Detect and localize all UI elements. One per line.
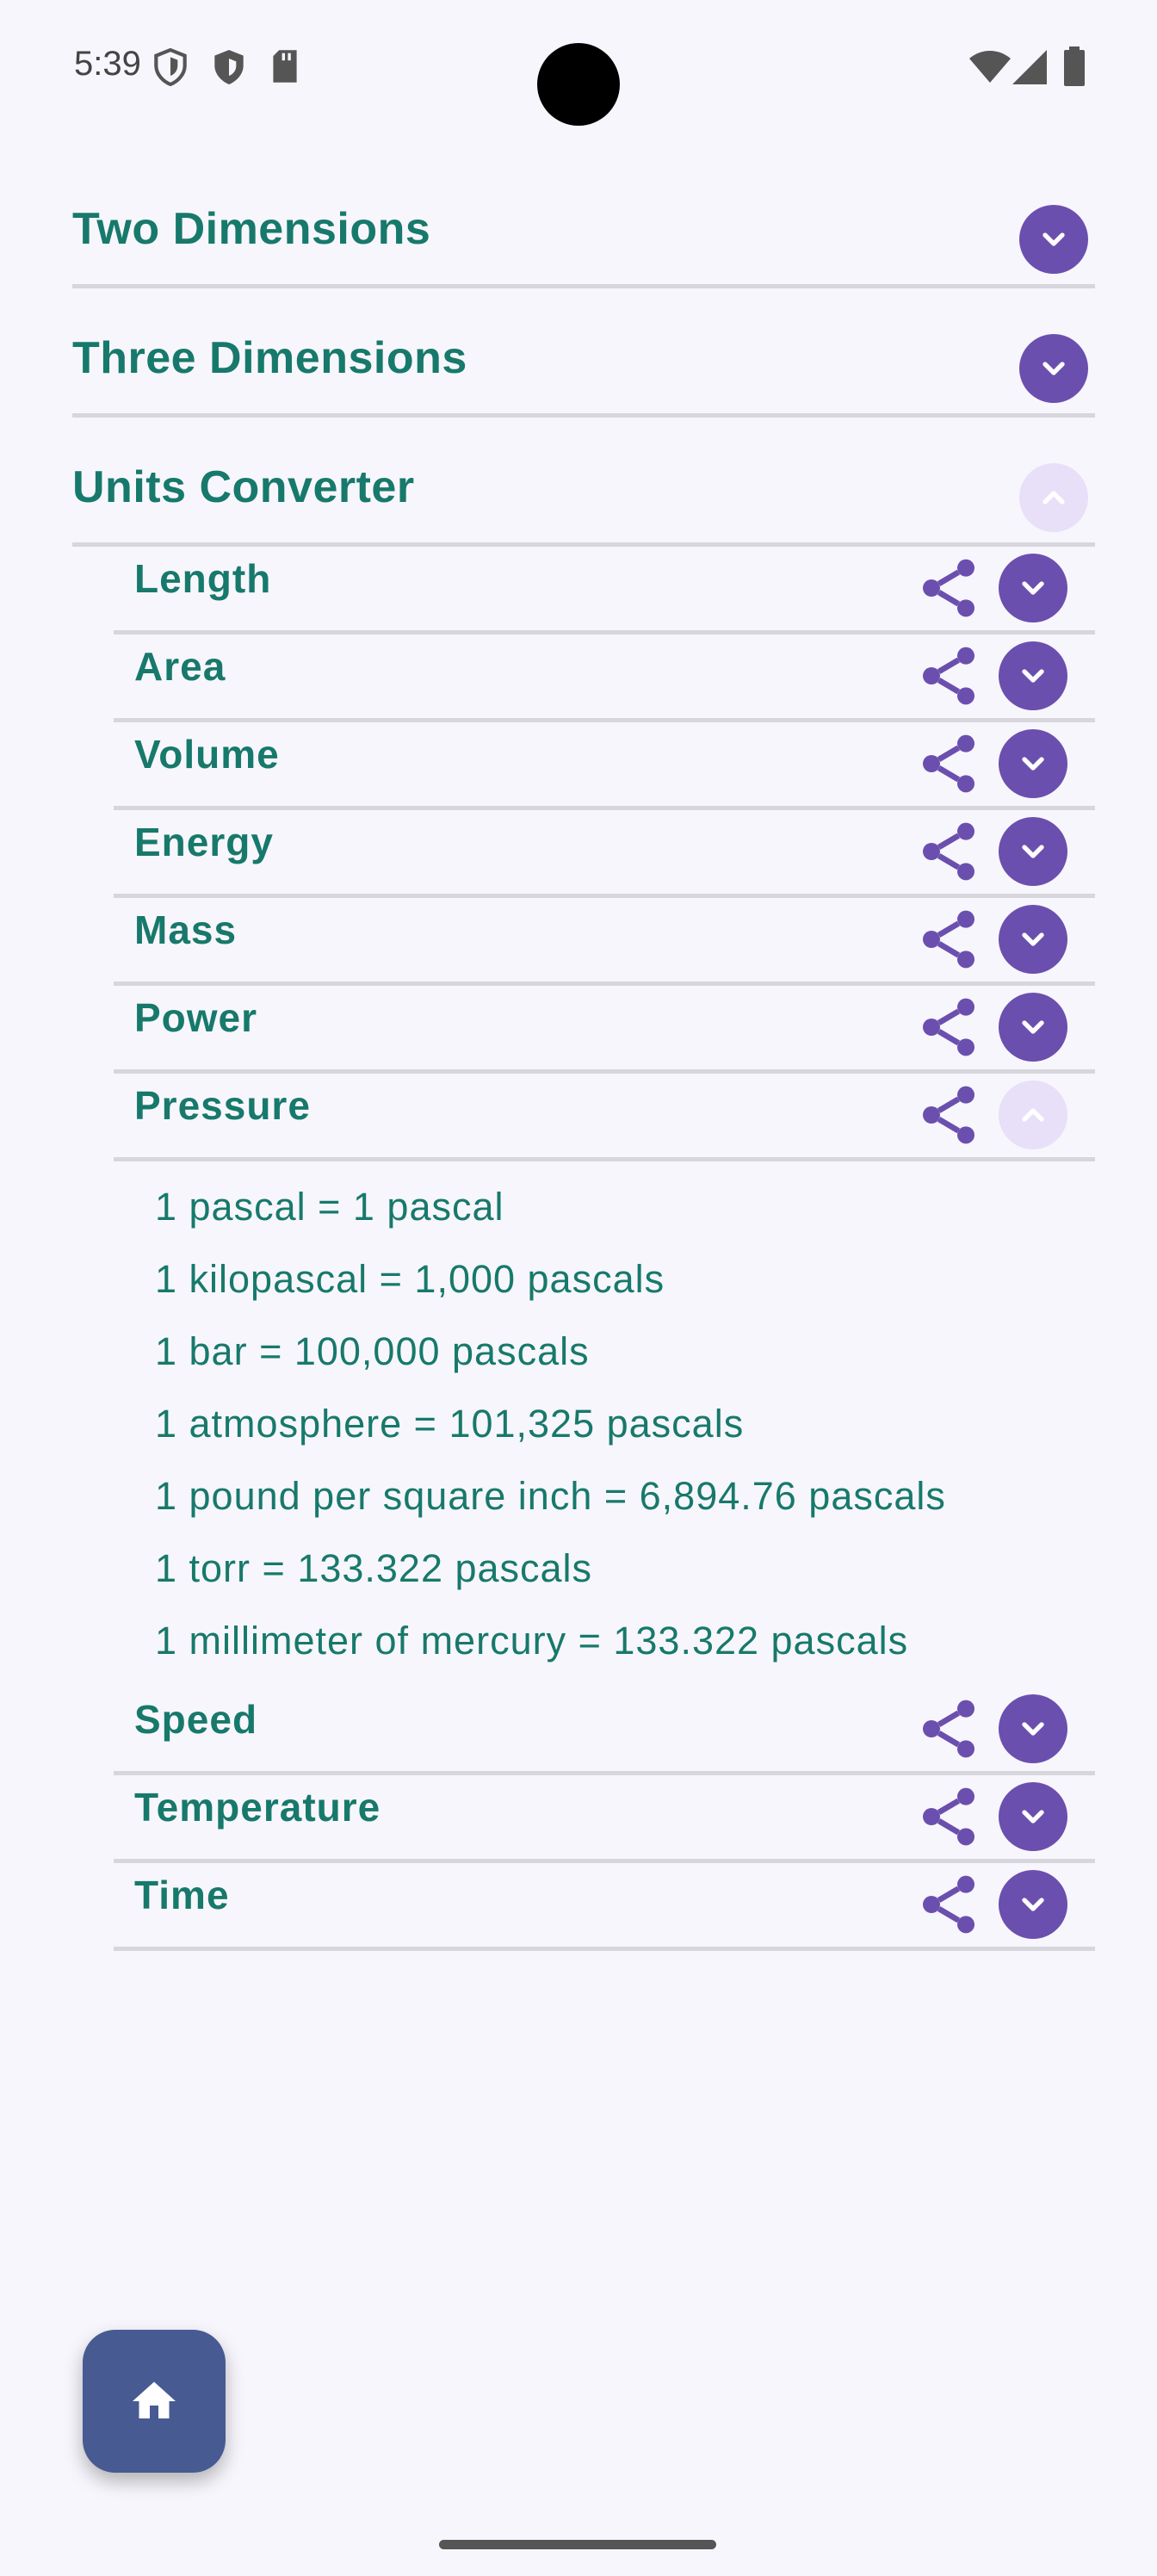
fact-line: 1 pound per square inch = 6,894.76 pascals [155,1474,946,1518]
converter-item-speed[interactable] [114,1687,1095,1775]
expand-button[interactable] [999,905,1067,974]
share-icon[interactable] [914,554,983,622]
converter-item-mass[interactable] [114,898,1095,986]
share-icon[interactable] [914,1782,983,1851]
expand-button[interactable] [999,1782,1067,1851]
fact-line: 1 atmosphere = 101,325 pascals [155,1402,745,1446]
expand-button[interactable] [1019,334,1088,403]
converter-item-length[interactable] [114,547,1095,635]
chevron-down-icon [1016,746,1050,781]
chevron-down-icon [1036,222,1071,257]
fact-line: 1 kilopascal = 1,000 pascals [155,1257,665,1301]
section-title: Units Converter [72,462,415,512]
section-title: Two Dimensions [72,204,431,254]
item-label: Energy [134,820,274,864]
item-label: Mass [134,907,238,952]
share-icon[interactable] [914,905,983,974]
share-icon[interactable] [914,729,983,798]
chevron-down-icon [1016,1799,1050,1834]
expand-button[interactable] [999,1870,1067,1939]
home-button[interactable] [83,2330,226,2473]
converter-item-pressure[interactable] [114,1074,1095,1161]
section-title: Three Dimensions [72,333,467,383]
item-label: Volume [134,732,280,777]
shield-icon [153,48,188,86]
converter-item-time[interactable] [114,1863,1095,1951]
fact-line: 1 pascal = 1 pascal [155,1185,504,1229]
chevron-up-icon [1016,1098,1050,1132]
converter-item-energy[interactable] [114,810,1095,898]
chevron-down-icon [1016,834,1050,869]
section-units-converter[interactable] [72,413,1095,547]
home-icon [128,2375,180,2427]
chevron-down-icon [1016,1010,1050,1044]
share-icon[interactable] [914,641,983,710]
converter-item-volume[interactable] [114,722,1095,810]
signal-icon [1012,50,1047,84]
item-label: Pressure [134,1083,311,1128]
collapse-button[interactable] [1019,463,1088,532]
expand-button[interactable] [999,554,1067,622]
chevron-down-icon [1016,1712,1050,1746]
chevron-down-icon [1016,571,1050,605]
converter-item-power[interactable] [114,986,1095,1074]
sd-card-icon [270,48,300,84]
fact-line: 1 bar = 100,000 pascals [155,1329,590,1373]
fact-line: 1 torr = 133.322 pascals [155,1546,593,1590]
expand-button[interactable] [999,641,1067,710]
item-label: Area [134,644,226,689]
share-icon[interactable] [914,1081,983,1149]
chevron-down-icon [1036,351,1071,386]
wifi-icon [969,50,1011,84]
status-time: 5:39 [74,45,141,83]
front-camera [537,43,620,126]
expand-button[interactable] [999,1694,1067,1763]
pressure-facts-list [155,1174,946,1681]
expand-button[interactable] [999,729,1067,798]
fact-line: 1 millimeter of mercury = 133.322 pascals [155,1619,909,1663]
share-icon[interactable] [914,1870,983,1939]
item-label: Temperature [134,1785,381,1830]
item-label: Power [134,995,258,1040]
converter-item-area[interactable] [114,635,1095,722]
section-two-dimensions[interactable] [72,189,1095,288]
chevron-up-icon [1036,480,1071,515]
share-icon[interactable] [914,817,983,886]
shield-filled-icon [212,48,246,86]
share-icon[interactable] [914,1694,983,1763]
item-label: Speed [134,1697,258,1742]
item-label: Length [134,556,272,601]
chevron-down-icon [1016,922,1050,957]
item-label: Time [134,1873,230,1917]
chevron-down-icon [1016,1887,1050,1922]
converter-item-temperature[interactable] [114,1775,1095,1863]
expand-button[interactable] [999,817,1067,886]
collapse-button[interactable] [999,1081,1067,1149]
expand-button[interactable] [1019,205,1088,274]
gesture-bar[interactable] [439,2540,716,2549]
section-three-dimensions[interactable] [72,284,1095,418]
status-bar [0,0,1157,138]
battery-icon [1064,46,1085,86]
expand-button[interactable] [999,993,1067,1062]
chevron-down-icon [1016,659,1050,693]
share-icon[interactable] [914,993,983,1062]
